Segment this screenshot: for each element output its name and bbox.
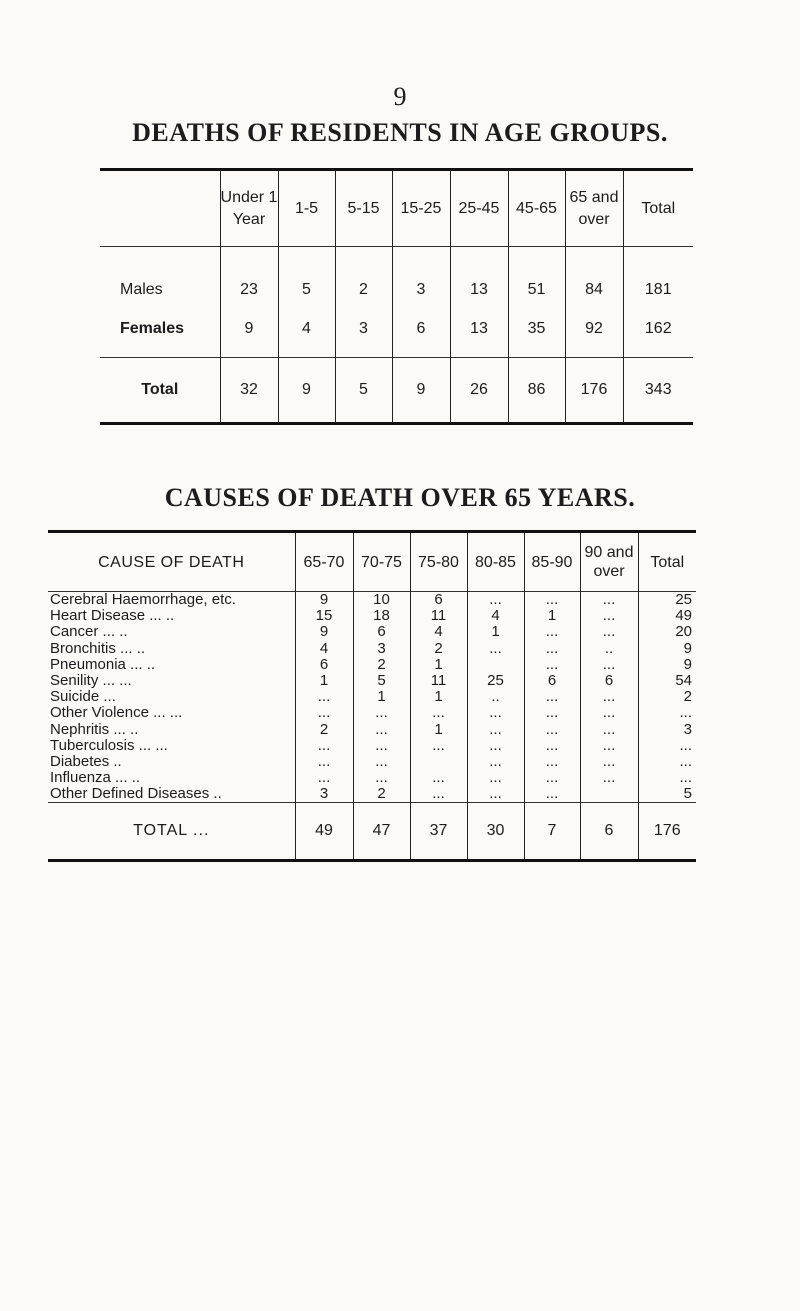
table-cell: ... [524,624,580,640]
column-header: 25-45 [450,170,508,247]
column-header: 5-15 [335,170,392,247]
table-row [48,754,696,770]
table-row [48,641,696,657]
table-cell: 4 [295,641,353,657]
table-row [48,608,696,624]
table-cell: 11 [410,673,467,689]
column-header [100,170,220,247]
row-label: Heart Disease ... .. [50,607,175,625]
column-header: 70-75 [353,532,410,592]
table-cell: 3 [295,786,353,803]
table-cell: 54 [638,673,696,689]
table-cell: 4 [278,308,335,349]
row-label: Suicide ... [50,688,116,706]
table-cell: 1 [295,673,353,689]
table-cell: ... [524,770,580,786]
row-label: Males [120,280,163,298]
table-cell: 51 [508,271,565,308]
table-cell: 3 [638,722,696,738]
table-cell: 5 [353,673,410,689]
table-cell: ... [524,657,580,673]
table-cell: 2 [335,271,392,308]
table-cell: 6 [410,592,467,609]
table-cell: 13 [450,308,508,349]
row-label: TOTAL ... [133,822,210,840]
table-cell: ... [580,689,638,705]
row-label: Other Violence ... ... [50,704,183,722]
table-cell: ... [467,738,524,754]
table-cell: ... [467,770,524,786]
table-cell: ... [295,689,353,705]
table-cell: ... [524,689,580,705]
table-cell: ... [295,705,353,721]
table-cell: 37 [410,803,467,861]
table-cell: .. [467,689,524,705]
table-cell: ... [638,754,696,770]
table-cell: ... [638,705,696,721]
row-label: Other Defined Diseases .. [50,785,222,803]
table-cell: ... [580,624,638,640]
table-cell: 4 [467,608,524,624]
row-label: Cancer ... .. [50,623,128,641]
table-cell: ... [524,641,580,657]
total-row [100,358,693,424]
table-cell: 10 [353,592,410,609]
table-cell: ... [410,738,467,754]
table-header-row [48,532,696,592]
table-cell: 5 [638,786,696,803]
table-cell: 1 [410,689,467,705]
table-cell: 162 [623,308,693,349]
table-row [48,673,696,689]
table-cell: 20 [638,624,696,640]
table-cell: 5 [278,271,335,308]
table-cell: 84 [565,271,623,308]
column-header: 1-5 [278,170,335,247]
table-cell: 26 [450,358,508,424]
table-cell: 1 [353,689,410,705]
table-cell: 6 [580,803,638,861]
table-cell: ... [524,722,580,738]
table-cell: 2 [353,657,410,673]
table-row [48,786,696,803]
column-header: Total [638,532,696,592]
column-header: Under 1 Year [220,170,278,247]
table-cell: ... [524,592,580,609]
table-cell: 30 [467,803,524,861]
table-cell: 15 [295,608,353,624]
table-cell: 6 [295,657,353,673]
table-cell: 2 [295,722,353,738]
table-cell: ... [580,608,638,624]
table-cell: 92 [565,308,623,349]
age-groups-title: DEATHS OF RESIDENTS IN AGE GROUPS. [132,118,668,147]
row-label: Senility ... ... [50,672,132,690]
table-cell: 25 [467,673,524,689]
table-cell: ... [580,770,638,786]
column-header: 80-85 [467,532,524,592]
table-cell: 181 [623,271,693,308]
column-header: 65-70 [295,532,353,592]
table-cell: 9 [392,358,450,424]
table-cell: ... [580,738,638,754]
table-cell: ... [467,754,524,770]
table-cell: 3 [353,641,410,657]
table-cell: .. [580,641,638,657]
table-cell: 32 [220,358,278,424]
table-cell: 25 [638,592,696,609]
table-cell: ... [580,754,638,770]
column-header: 75-80 [410,532,467,592]
table-cell: 9 [638,641,696,657]
table-cell: 6 [524,673,580,689]
table-cell: ... [410,786,467,803]
table-cell: 13 [450,271,508,308]
table-cell: 343 [623,358,693,424]
causes-table [48,530,696,862]
table-cell: ... [524,754,580,770]
table-cell [410,754,467,770]
table-cell: ... [467,705,524,721]
table-cell: 9 [295,624,353,640]
row-label: Influenza ... .. [50,769,141,787]
table-cell: 2 [638,689,696,705]
table-cell: ... [467,786,524,803]
table-cell: 49 [638,608,696,624]
table-cell: 5 [335,358,392,424]
table-cell: ... [295,770,353,786]
table-cell: 9 [278,358,335,424]
table-cell: 7 [524,803,580,861]
table-cell [467,657,524,673]
table-cell: ... [353,770,410,786]
table-cell [580,786,638,803]
table-cell: ... [524,786,580,803]
table-cell: 47 [353,803,410,861]
table-row [48,705,696,721]
table-cell: ... [467,592,524,609]
table-cell: ... [295,754,353,770]
table-cell: 2 [410,641,467,657]
column-header: 85-90 [524,532,580,592]
table-cell: 1 [410,657,467,673]
table-cell: ... [524,705,580,721]
cause-rows [48,592,696,803]
table-cell: 9 [638,657,696,673]
column-header: 65 and over [565,170,623,247]
row-label: Nephritis ... .. [50,720,139,738]
column-header: CAUSE OF DEATH [98,553,245,571]
column-header: 90 and over [580,532,638,592]
table-row [48,592,696,609]
age-groups-table [100,168,693,425]
table-cell: ... [580,722,638,738]
table-row [48,770,696,786]
table-row [48,657,696,673]
table-cell: ... [467,722,524,738]
table-cell: 3 [335,308,392,349]
table-cell: 18 [353,608,410,624]
table-cell: ... [353,754,410,770]
table-row [48,624,696,640]
table-cell: ... [638,738,696,754]
row-label: Females [120,319,185,337]
table-cell: 11 [410,608,467,624]
table-cell: ... [467,641,524,657]
column-header: 15-25 [392,170,450,247]
row-label: Tuberculosis ... ... [50,736,168,754]
table-cell: 2 [353,786,410,803]
table-cell: 1 [410,722,467,738]
table-cell: ... [410,770,467,786]
total-row [48,803,696,861]
table-row [100,308,693,349]
table-row [100,271,693,308]
causes-title: CAUSES OF DEATH OVER 65 YEARS. [164,483,636,512]
table-cell: 49 [295,803,353,861]
table-cell: 9 [220,308,278,349]
table-cell: ... [580,592,638,609]
row-label: Pneumonia ... .. [50,655,156,673]
table-cell: ... [353,705,410,721]
column-header: Total [623,170,693,247]
table-cell: 35 [508,308,565,349]
column-header: 45-65 [508,170,565,247]
table-cell: 23 [220,271,278,308]
table-cell: ... [580,657,638,673]
table-cell: 6 [580,673,638,689]
table-header-row [100,170,693,247]
row-label: Cerebral Haemorrhage, etc. [50,591,236,609]
table-cell: ... [410,705,467,721]
table-cell: 3 [392,271,450,308]
table-cell: ... [353,738,410,754]
table-cell: 86 [508,358,565,424]
page-number: 9 [393,82,407,111]
table-cell: ... [638,770,696,786]
row-label: Diabetes .. [50,752,122,770]
table-row [48,722,696,738]
row-label: Bronchitis ... .. [50,639,146,657]
table-cell: ... [295,738,353,754]
table-cell: 1 [524,608,580,624]
table-cell: 6 [392,308,450,349]
row-label: Total [141,381,179,398]
table-cell: 4 [410,624,467,640]
table-cell: 176 [565,358,623,424]
table-row [48,738,696,754]
table-cell: ... [524,738,580,754]
table-cell: ... [353,722,410,738]
table-cell: 9 [295,592,353,609]
table-cell: ... [580,705,638,721]
table-row [48,689,696,705]
table-cell: 176 [638,803,696,861]
table-cell: 6 [353,624,410,640]
table-cell: 1 [467,624,524,640]
